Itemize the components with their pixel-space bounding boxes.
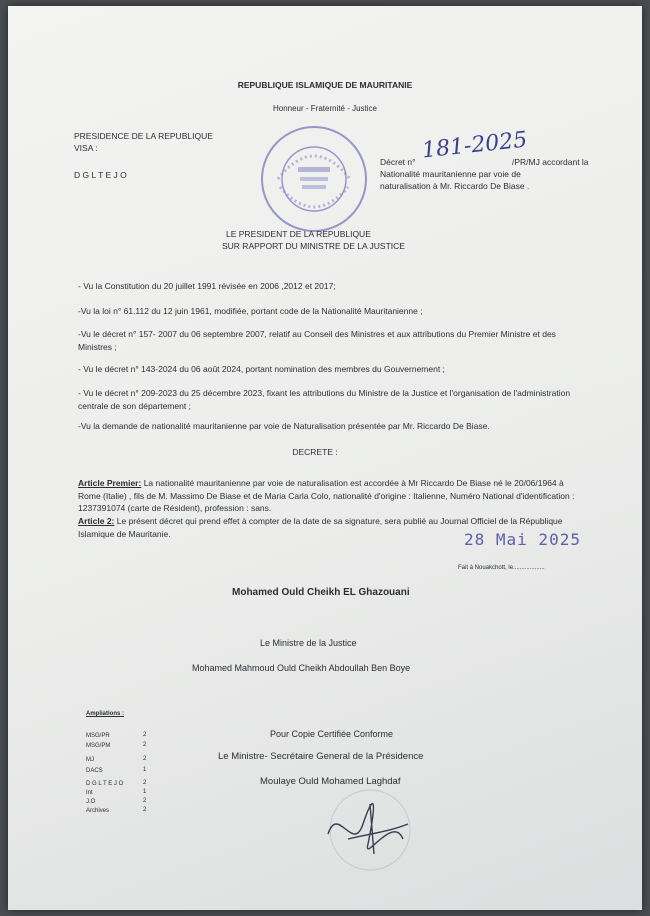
decree-number-label: Décret n°: [380, 157, 416, 167]
official-seal-stamp: [258, 123, 370, 235]
ampliation-count: 2: [143, 742, 147, 748]
decree-title-line3: naturalisation à Mr. Riccardo De Biase .: [380, 181, 530, 191]
visa-label: VISA :: [74, 143, 98, 153]
ampliation-row: [86, 732, 110, 741]
ampliation-count: 2: [143, 807, 147, 813]
article-1-label: Article Premier:: [78, 478, 142, 488]
authority-line1: LE PRESIDENT DE LA REPUBLIQUE: [226, 229, 371, 239]
ampliation-name: DACS: [86, 768, 103, 774]
ampliation-row: [86, 767, 103, 776]
consideration-6: -Vu la demande de nationalité mauritanienne par voie de Naturalisation présentée par Mr. Riccardo De Biase.: [78, 421, 490, 431]
decree-page: [8, 6, 642, 910]
ampliation-name: MJ: [86, 757, 94, 763]
ampliation-name: MSG/PR: [86, 733, 110, 739]
copy-certified-line: Pour Copie Certifiée Conforme: [270, 729, 394, 739]
decree-number-handwritten: 181-2025: [420, 127, 529, 164]
article-2-label: Article 2:: [78, 516, 115, 526]
office-code: D G L T E J O: [74, 170, 127, 180]
ampliation-name: D G L T E J O: [86, 781, 124, 787]
minister-title: Le Ministre de la Justice: [260, 638, 357, 648]
ampliation-name: MSG/PM: [86, 743, 111, 749]
ampliation-count: 2: [143, 780, 147, 786]
ampliation-row: [86, 742, 110, 751]
ampliation-name: Int: [86, 790, 93, 796]
presidency-label: PRESIDENCE DE LA REPUBLIQUE: [74, 131, 213, 141]
ampliation-row: [86, 789, 93, 798]
ampliation-count: 1: [143, 789, 147, 795]
secretary-name: Moulaye Ould Mohamed Laghdaf: [260, 776, 401, 787]
article-1-text: La nationalité mauritanienne par voie de naturalisation est accordée à Mr Riccardo De Biase né le 20/06/1964 à Rome (Italie) , fils de M. Massimo De Biase et de Maria Carla Colo, nationalité d'origine : Italienne, Numéro National d'identification : 1237391074 (carte de Résident), profession : sans.: [78, 478, 575, 513]
country-title: REPUBLIQUE ISLAMIQUE DE MAURITANIE: [237, 80, 413, 90]
ampliation-count: 2: [143, 756, 147, 762]
decrete-heading: DECRETE :: [292, 447, 338, 457]
decree-title-line1: /PR/MJ accordant la: [512, 157, 589, 167]
ampliation-row: [86, 780, 123, 789]
consideration-1: - Vu la Constitution du 20 juillet 1991 révisée en 2006 ,2012 et 2017;: [78, 281, 336, 291]
ampliation-row: [86, 798, 95, 807]
secretary-title: Le Ministre- Secrétaire General de la Présidence: [218, 751, 424, 762]
article-1: [78, 477, 578, 515]
consideration-5: - Vu le décret n° 209-2023 du 25 décembre 2023, fixant les attributions du Ministre de la Justice et l'organisation de l'administration centrale de son département ;: [78, 388, 571, 411]
president-name: Mohamed Ould Cheikh EL Ghazouani: [232, 587, 410, 598]
consideration-4: - Vu le décret n° 143-2024 du 06 août 2024, portant nomination des membres du Gouvernement ;: [78, 364, 445, 374]
ampliation-count: 2: [143, 732, 147, 738]
decree-title-line2: Nationalité mauritanienne par voie de: [380, 169, 521, 179]
ampliation-row: [86, 756, 94, 765]
motto: Honneur - Fraternité - Justice: [272, 104, 378, 113]
ampliation-count: 2: [143, 798, 147, 804]
authority-line2: SUR RAPPORT DU MINISTRE DE LA JUSTICE: [222, 241, 405, 251]
place-date-line: Fait à Nouakchott, le...................: [458, 565, 545, 571]
consideration-2: -Vu la loi n° 61.112 du 12 juin 1961, modifiée, portant code de la Nationalité Mauritanienne ;: [78, 306, 423, 316]
consideration-3: -Vu le décret n° 157- 2007 du 06 septembre 2007, relatif au Conseil des Ministres et aux attributions du Premier Ministre et des Ministres ;: [78, 329, 556, 352]
minister-name: Mohamed Mahmoud Ould Cheikh Abdoullah Ben Boye: [192, 663, 411, 673]
date-stamp: 28 Mai 2025: [464, 530, 581, 549]
ampliations-title: Ampliations :: [86, 711, 125, 717]
ampliation-name: J.O: [86, 799, 96, 805]
signature-mark: [308, 784, 428, 874]
ampliation-row: [86, 807, 109, 816]
ampliation-count: 1: [143, 767, 147, 773]
ampliation-name: Archives: [86, 808, 110, 814]
article-2-text: Le présent décret qui prend effet à compter de la date de sa signature, sera publié au Journal Officiel de la République Islamique de Mauritanie.: [78, 516, 563, 539]
